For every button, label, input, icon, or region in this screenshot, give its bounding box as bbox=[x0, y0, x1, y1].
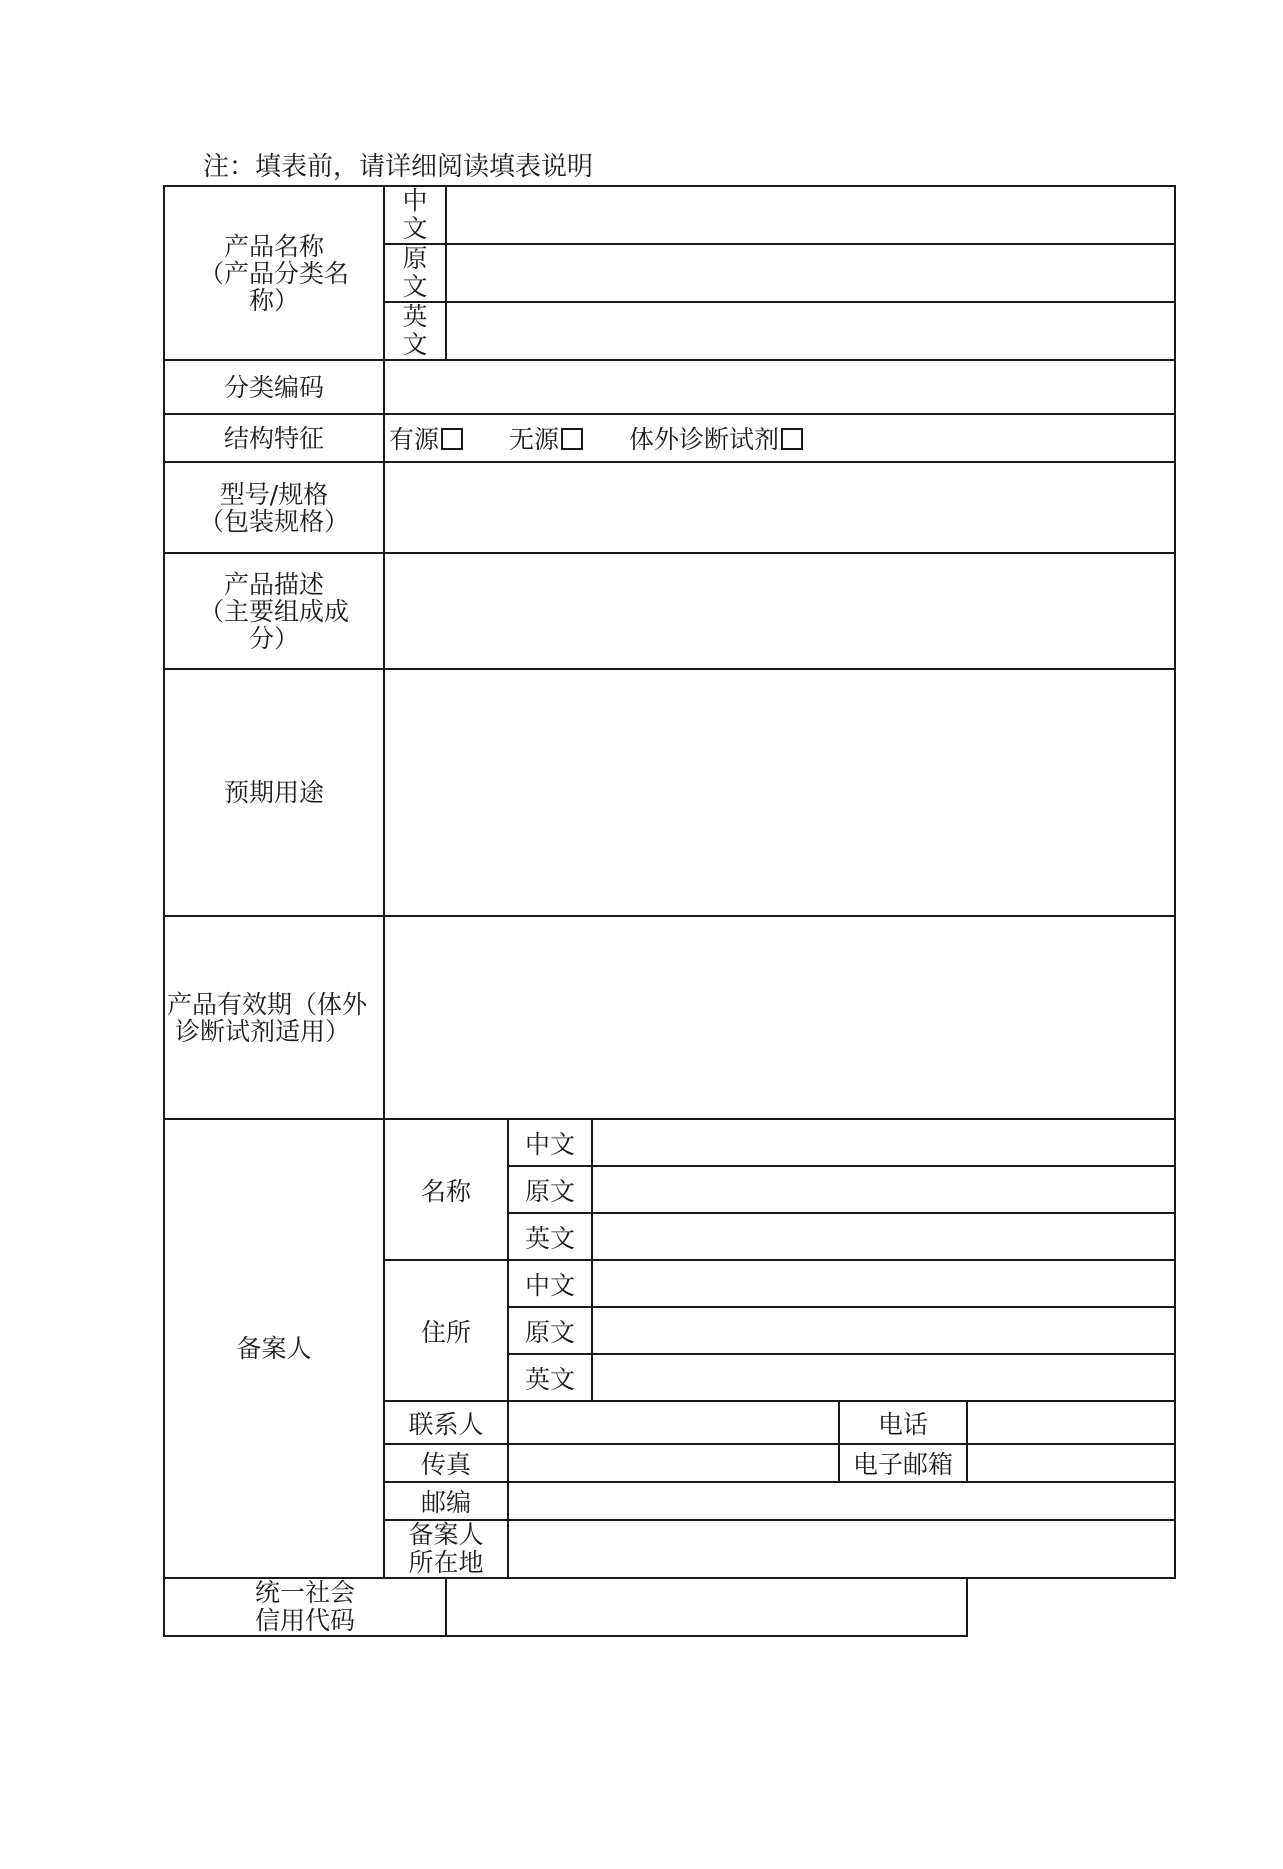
filer-label: 备案人 bbox=[164, 1119, 384, 1578]
credit-code-field[interactable] bbox=[446, 1578, 967, 1636]
intended-use-label: 预期用途 bbox=[164, 669, 384, 916]
model-field[interactable] bbox=[384, 462, 1175, 553]
product-name-lang-chinese: 中 文 bbox=[384, 186, 446, 244]
email-field[interactable] bbox=[967, 1444, 1175, 1482]
category-code-field[interactable] bbox=[384, 360, 1175, 414]
contact-field[interactable] bbox=[508, 1401, 839, 1444]
filer-location-field[interactable] bbox=[508, 1520, 1175, 1578]
structure-option-passive[interactable]: 无源 bbox=[509, 420, 583, 456]
credit-code-label: 统一社会 信用代码 bbox=[164, 1578, 446, 1636]
filer-name-label: 名称 bbox=[384, 1119, 508, 1260]
filer-address-lang-english: 英文 bbox=[508, 1354, 592, 1401]
description-field[interactable] bbox=[384, 553, 1175, 669]
product-name-lang-original: 原 文 bbox=[384, 244, 446, 302]
filer-name-english-field[interactable] bbox=[592, 1213, 1175, 1260]
filer-address-english-field[interactable] bbox=[592, 1354, 1175, 1401]
product-name-label: 产品名称 （产品分类名 称） bbox=[164, 186, 384, 360]
filer-location-label: 备案人 所在地 bbox=[384, 1520, 508, 1578]
contact-label: 联系人 bbox=[384, 1401, 508, 1444]
product-name-original-field[interactable] bbox=[446, 244, 1175, 302]
model-label: 型号/规格 （包装规格） bbox=[164, 462, 384, 553]
checkbox-icon[interactable] bbox=[781, 428, 803, 450]
product-name-lang-english: 英 文 bbox=[384, 302, 446, 360]
phone-field[interactable] bbox=[967, 1401, 1175, 1444]
filer-address-lang-original: 原文 bbox=[508, 1307, 592, 1354]
filer-name-lang-chinese: 中文 bbox=[508, 1119, 592, 1166]
email-label: 电子邮箱 bbox=[839, 1444, 967, 1482]
postcode-label: 邮编 bbox=[384, 1482, 508, 1520]
filer-address-lang-chinese: 中文 bbox=[508, 1260, 592, 1307]
registration-form bbox=[163, 185, 1176, 1637]
structure-option-active[interactable]: 有源 bbox=[389, 420, 463, 456]
filer-name-lang-original: 原文 bbox=[508, 1166, 592, 1213]
checkbox-icon[interactable] bbox=[561, 428, 583, 450]
description-label: 产品描述 （主要组成成 分） bbox=[164, 553, 384, 669]
fax-field[interactable] bbox=[508, 1444, 839, 1482]
postcode-field[interactable] bbox=[508, 1482, 1175, 1520]
checkbox-icon[interactable] bbox=[441, 428, 463, 450]
structure-label: 结构特征 bbox=[164, 414, 384, 462]
product-name-chinese-field[interactable] bbox=[446, 186, 1175, 244]
filer-name-chinese-field[interactable] bbox=[592, 1119, 1175, 1166]
filer-address-label: 住所 bbox=[384, 1260, 508, 1401]
fax-label: 传真 bbox=[384, 1444, 508, 1482]
product-name-english-field[interactable] bbox=[446, 302, 1175, 360]
intended-use-field[interactable] bbox=[384, 669, 1175, 916]
form-note: 注：填表前，请详细阅读填表说明 bbox=[203, 152, 594, 182]
validity-label: 产品有效期（体外 诊断试剂适用） bbox=[164, 916, 384, 1119]
filer-address-chinese-field[interactable] bbox=[592, 1260, 1175, 1307]
filer-name-lang-english: 英文 bbox=[508, 1213, 592, 1260]
structure-option-ivd[interactable]: 体外诊断试剂 bbox=[629, 420, 803, 456]
phone-label: 电话 bbox=[839, 1401, 967, 1444]
category-code-label: 分类编码 bbox=[164, 360, 384, 414]
structure-options bbox=[384, 414, 1175, 462]
filer-name-original-field[interactable] bbox=[592, 1166, 1175, 1213]
filer-address-original-field[interactable] bbox=[592, 1307, 1175, 1354]
validity-field[interactable] bbox=[384, 916, 1175, 1119]
